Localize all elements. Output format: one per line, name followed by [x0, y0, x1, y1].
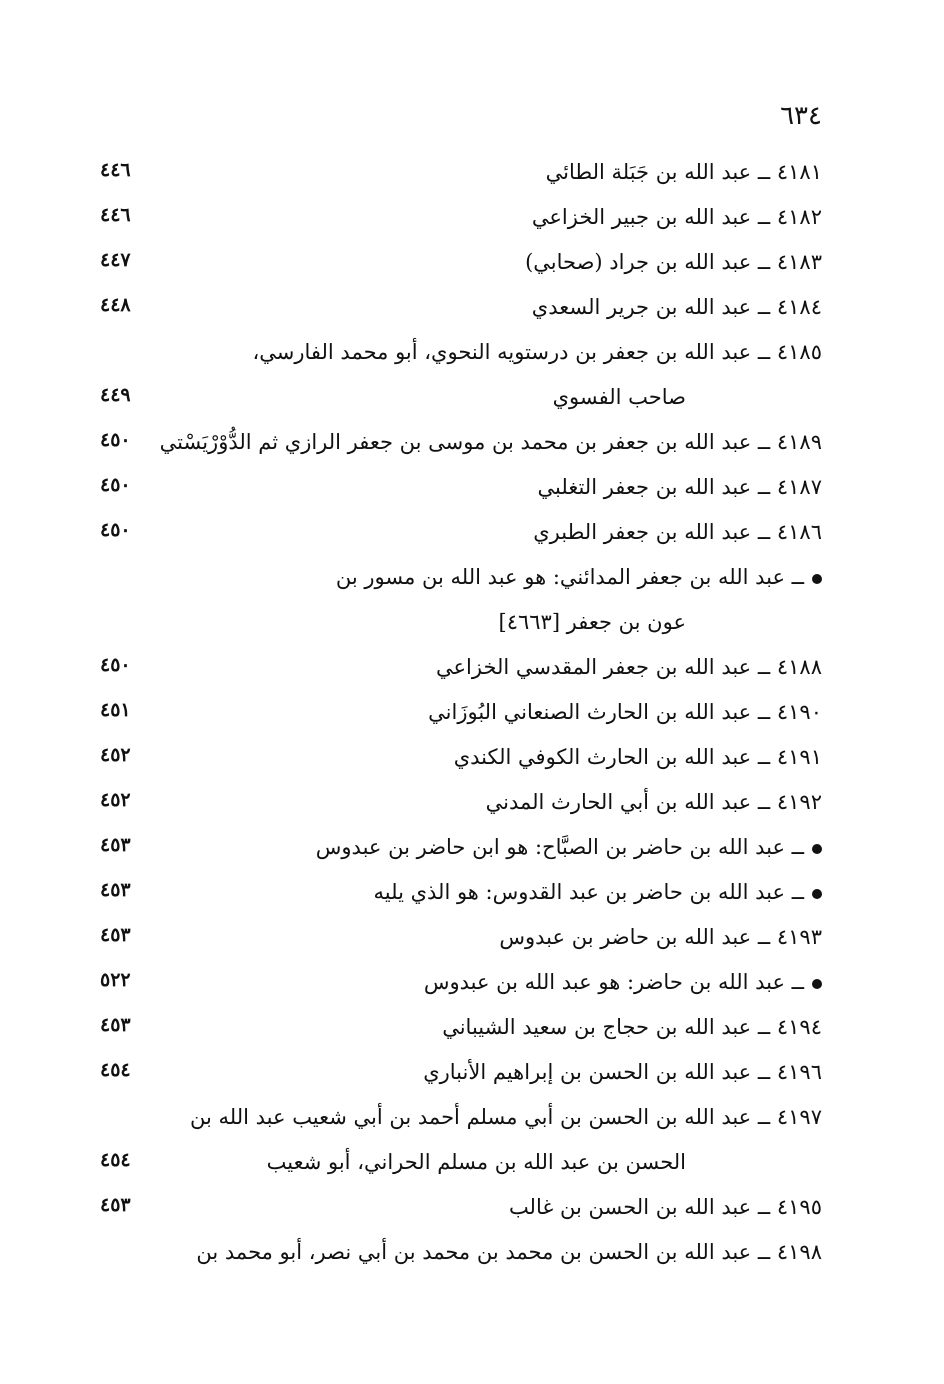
entry-text: ٤١٩٧ ــ عبد الله بن الحسن بن أبي مسلم أحمد بن أبي شعيب عبد الله بن: [190, 1105, 822, 1129]
cross-reference-entry: [0, 555, 944, 600]
entry-text: ٤١٩٥ ــ عبد الله بن الحسن بن غالب: [508, 1195, 822, 1219]
cross-reference-line: [424, 960, 822, 1005]
page-number: ٦٣٤: [780, 101, 822, 131]
entry-text: ٤١٩٦ ــ عبد الله بن الحسن بن إبراهيم الأنباري: [423, 1060, 822, 1084]
index-entry-4187: [0, 465, 944, 510]
index-entry-4191: [0, 735, 944, 780]
cross-reference-entry: [0, 960, 944, 1005]
entry-text: ٤١٨٥ ــ عبد الله بن جعفر بن درستويه النحوي، أبو محمد الفارسي،: [252, 340, 822, 364]
cross-reference-line: [316, 825, 822, 870]
index-entry-4181: [0, 150, 944, 195]
cross-reference-text: ــ عبد الله بن حاضر: هو عبد الله بن عبدوس: [423, 970, 804, 994]
index-entry-4193: [0, 915, 944, 960]
cross-reference-text: ــ عبد الله بن حاضر بن عبد القدوس: هو الذي يليه: [373, 880, 804, 904]
entry-page-ref: ٤٥٣: [100, 924, 131, 946]
index-entry-4186: [0, 510, 944, 555]
entry-text-continued: عون بن جعفر [٤٦٦٣]: [498, 610, 686, 634]
entry-text: ٤١٩٣ ــ عبد الله بن حاضر بن عبدوس: [499, 925, 822, 949]
entry-text: ٤١٨١ ــ عبد الله بن جَبَلة الطائي: [545, 160, 822, 184]
entry-page-ref: ٤٤٨: [100, 294, 131, 316]
index-entry-4198: [0, 1230, 944, 1275]
entry-page-ref: ٤٥٤: [100, 1149, 131, 1171]
index-entry-4192: [0, 780, 944, 825]
index-entry-4196: [0, 1050, 944, 1095]
cross-reference-entry: [0, 870, 944, 915]
index-entry-4190: [0, 690, 944, 735]
entry-page-ref: ٤٤٦: [100, 204, 131, 226]
index-entry-4195: [0, 1185, 944, 1230]
bullet-icon: [812, 574, 822, 584]
entry-text-continued: صاحب الفسوي: [552, 385, 686, 409]
entry-text: ٤١٨٧ ــ عبد الله بن جعفر التغلبي: [537, 475, 822, 499]
entry-text: ٤١٨٦ ــ عبد الله بن جعفر الطبري: [533, 520, 822, 544]
entry-page-ref: ٤٥٠: [100, 474, 131, 496]
index-entry-4185-continued: [0, 375, 944, 420]
entry-page-ref: ٤٥١: [100, 699, 131, 721]
index-entry-4197-continued: [0, 1140, 944, 1185]
bullet-icon: [812, 979, 822, 989]
bullet-icon: [812, 844, 822, 854]
entry-text: ٤١٩١ ــ عبد الله بن الحارث الكوفي الكندي: [453, 745, 822, 769]
entry-page-ref: ٤٥٣: [100, 1014, 131, 1036]
entry-page-ref: ٤٥٠: [100, 429, 131, 451]
index-entry-4188: [0, 645, 944, 690]
entry-text: ٤١٨٢ ــ عبد الله بن جبير الخزاعي: [531, 205, 822, 229]
bullet-icon: [812, 889, 822, 899]
index-entry-4194: [0, 1005, 944, 1050]
entry-text: ٤١٩٠ ــ عبد الله بن الحارث الصنعاني البُوزَاني: [428, 700, 822, 724]
entry-page-ref: ٤٥٢: [100, 789, 131, 811]
entry-page-ref: ٥٢٢: [100, 969, 131, 991]
index-entry-4182: [0, 195, 944, 240]
entry-page-ref: ٤٤٩: [100, 384, 131, 406]
entry-page-ref: ٤٥٣: [100, 1194, 131, 1216]
entry-text: ٤١٩٤ ــ عبد الله بن حجاج بن سعيد الشيباني: [442, 1015, 822, 1039]
index-entries: [0, 150, 944, 1275]
entry-page-ref: ٤٥٣: [100, 879, 131, 901]
entry-text: ٤١٨٩ ــ عبد الله بن جعفر بن محمد بن موسى بن جعفر الرازي ثم الدُّوْرْيَسْتي: [159, 430, 822, 454]
cross-reference-text: ــ عبد الله بن جعفر المدائني: هو عبد الله بن مسور بن: [335, 565, 804, 589]
cross-reference-line: [374, 870, 822, 915]
cross-reference-entry-continued: [0, 600, 944, 645]
entry-page-ref: ٤٤٧: [100, 249, 131, 271]
index-entry-4197: [0, 1095, 944, 1140]
index-entry-4184: [0, 285, 944, 330]
entry-page-ref: ٤٥٤: [100, 1059, 131, 1081]
entry-text: ٤١٨٨ ــ عبد الله بن جعفر المقدسي الخزاعي: [435, 655, 822, 679]
index-entry-4185: [0, 330, 944, 375]
index-entry-4183: [0, 240, 944, 285]
entry-page-ref: ٤٥٢: [100, 744, 131, 766]
cross-reference-line: [336, 555, 822, 600]
entry-page-ref: ٤٥٣: [100, 834, 131, 856]
entry-text: ٤١٩٢ ــ عبد الله بن أبي الحارث المدني: [485, 790, 822, 814]
entry-text-continued: الحسن بن عبد الله بن مسلم الحراني، أبو شعيب: [266, 1150, 686, 1174]
entry-text: ٤١٨٤ ــ عبد الله بن جرير السعدي: [531, 295, 822, 319]
entry-text: ٤١٨٣ ــ عبد الله بن جراد (صحابي): [525, 250, 822, 274]
cross-reference-text: ــ عبد الله بن حاضر بن الصبَّاح: هو ابن حاضر بن عبدوس: [315, 835, 804, 859]
entry-page-ref: ٤٤٦: [100, 159, 131, 181]
entry-page-ref: ٤٥٠: [100, 654, 131, 676]
index-entry-4189: [0, 420, 944, 465]
entry-text: ٤١٩٨ ــ عبد الله بن الحسن بن محمد بن محمد بن أبي نصر، أبو محمد بن: [196, 1240, 822, 1264]
entry-page-ref: ٤٥٠: [100, 519, 131, 541]
cross-reference-entry: [0, 825, 944, 870]
